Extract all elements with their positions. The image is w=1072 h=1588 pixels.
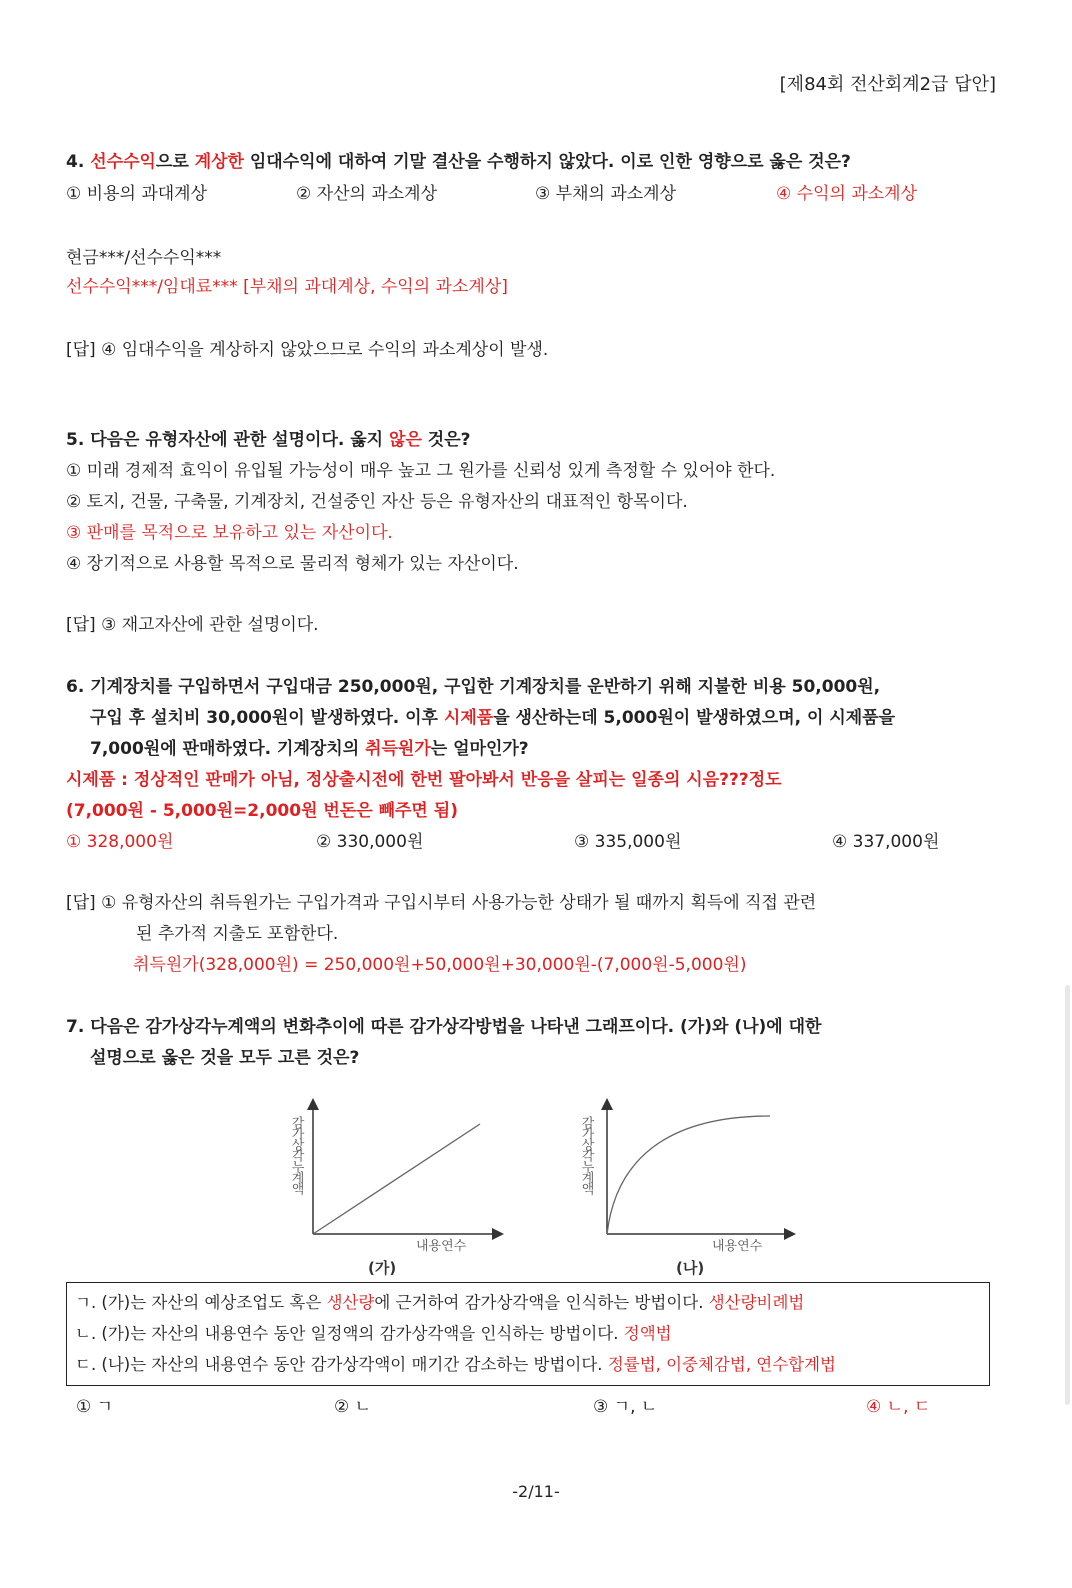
question-text: 임대수익에 대하여 기말 결산을 수행하지 않았다. 이로 인한 영향으로 옳은 것은? [243,152,851,172]
method-note: 정액법 [623,1324,672,1343]
answer-6-line-1: [답] ① 유형자산의 취득원가는 구입가격과 구입시부터 사용가능한 상태가 될 때까지 획득에 직접 관련 [66,893,817,913]
question-7-line-1: 7. 다음은 감가상각누계액의 변화추이에 따른 감가상각방법을 나타낸 그래프이다. (가)와 (나)에 대한 [66,1017,822,1037]
option-4: ④ 337,000원 [832,832,940,852]
option-3: ③ 부채의 과소계상 [535,184,677,204]
question-6-line-1: 6. 기계장치를 구입하면서 구입대금 250,000원, 구입한 기계장치를 운반하기 위해 지불한 비용 50,000원, [66,677,881,697]
answer-6-line-2: 된 추가적 지출도 포함한다. [136,924,339,944]
option-3-correct: ③ 판매를 목적으로 보유하고 있는 자산이다. [66,523,393,543]
method-note: 생산량비례법 [708,1293,805,1312]
option-1: ① 비용의 과대계상 [66,184,208,204]
journal-note-1: 현금***/선수수익*** [66,248,222,268]
statement-b [75,1322,672,1346]
option-2: ② ㄴ [334,1397,372,1417]
option-2: ② 자산의 과소계상 [296,184,438,204]
option-4-correct: ④ ㄴ, ㄷ [866,1397,931,1417]
question-5-text [66,428,471,452]
graph-straight-line [280,1098,510,1280]
question-text: 것은? [421,430,471,450]
x-axis-label: 내용연수 [416,1239,467,1254]
option-1: ① 미래 경제적 효익이 유입될 가능성이 매우 높고 그 원가를 신뢰성 있게 측정할 수 있어야 한다. [66,461,776,481]
option-4: ④ 장기적으로 사용할 목적으로 물리적 형체가 있는 자산이다. [66,554,519,574]
highlight-term: 생산량 [326,1293,375,1312]
page-number: -2/11- [512,1482,560,1501]
answer-5: [답] ③ 재고자산에 관한 설명이다. [66,615,319,635]
option-3: ③ ㄱ, ㄴ [593,1397,658,1417]
statement-text: ㄴ. (가)는 자산의 내용연수 동안 일정액의 감가상각액을 인식하는 방법이다. [75,1324,624,1343]
question-text: 구입 후 설치비 30,000원이 발생하였다. 이후 [90,708,444,728]
y-axis-label: 감가상각누계액 [578,1116,594,1193]
method-note: 정률법, 이중체감법, 연수합계법 [607,1355,836,1374]
question-number: 4. [66,152,85,172]
depreciation-curve [607,1116,770,1234]
option-4-correct: ④ 수익의 과소계상 [776,184,918,204]
highlight-term: 계상한 [194,152,244,172]
statement-text: ㄷ. (나)는 자산의 내용연수 동안 감가상각액이 매기간 감소하는 방법이다. [75,1355,608,1374]
option-2: ② 330,000원 [316,832,424,852]
highlight-term: 선수수익 [90,152,156,172]
question-6-line-3 [90,737,529,761]
graph-caption: (나) [676,1259,705,1277]
question-text: 으로 [155,152,195,172]
x-axis-label: 내용연수 [712,1239,763,1254]
statement-a [75,1291,804,1315]
graph-caption: (가) [368,1259,397,1277]
option-1-correct: ① 328,000원 [66,832,174,852]
highlight-term: 취득원가 [365,739,431,759]
question-7-line-2: 설명으로 옳은 것을 모두 고른 것은? [90,1048,360,1068]
option-2: ② 토지, 건물, 구축물, 기계장치, 건설중인 자산 등은 유형자산의 대표적인 항목이다. [66,492,688,512]
question-text: 을 생산하는데 5,000원이 발생하였으며, 이 시제품을 [493,708,896,728]
graph-curve [572,1098,802,1280]
scrollbar[interactable] [1065,985,1070,1405]
question-text: 는 얼마인가? [430,739,529,759]
statement-text: 에 근거하여 감가상각액을 인식하는 방법이다. [374,1293,709,1312]
journal-note-2: 선수수익***/임대료*** [부채의 과대계상, 수익의 과소계상] [66,277,508,297]
answer-4: [답] ④ 임대수익을 계상하지 않았으므로 수익의 과소계상이 발생. [66,340,549,360]
highlight-term: 않은 [389,430,422,450]
question-text: 5. 다음은 유형자산에 관한 설명이다. 옳지 [66,430,390,450]
acquisition-cost-formula: 취득원가(328,000원) = 250,000원+50,000원+30,000원-(7,000원-5,000원) [133,955,747,975]
question-6-line-2 [90,706,895,730]
question-4-text [66,150,851,174]
option-1: ① ㄱ [76,1397,114,1417]
option-3: ③ 335,000원 [574,832,682,852]
statement-text: ㄱ. (가)는 자산의 예상조업도 혹은 [75,1293,327,1312]
note-prototype: 시제품 : 정상적인 판매가 아님, 정상출시전에 한번 팔아봐서 반응을 살피는 일종의 시음???정도 [66,770,782,790]
highlight-term: 시제품 [443,708,494,728]
question-text: 7,000원에 판매하였다. 기계장치의 [90,739,366,759]
document-title: [제84회 전산회계2급 답안] [779,74,996,95]
y-axis-label: 감가상각누계액 [288,1116,304,1193]
note-deduction: (7,000원 - 5,000원=2,000원 번돈은 빼주면 됨) [66,801,458,821]
statement-box [66,1282,990,1386]
depreciation-line [313,1124,480,1234]
statement-c [75,1353,836,1377]
